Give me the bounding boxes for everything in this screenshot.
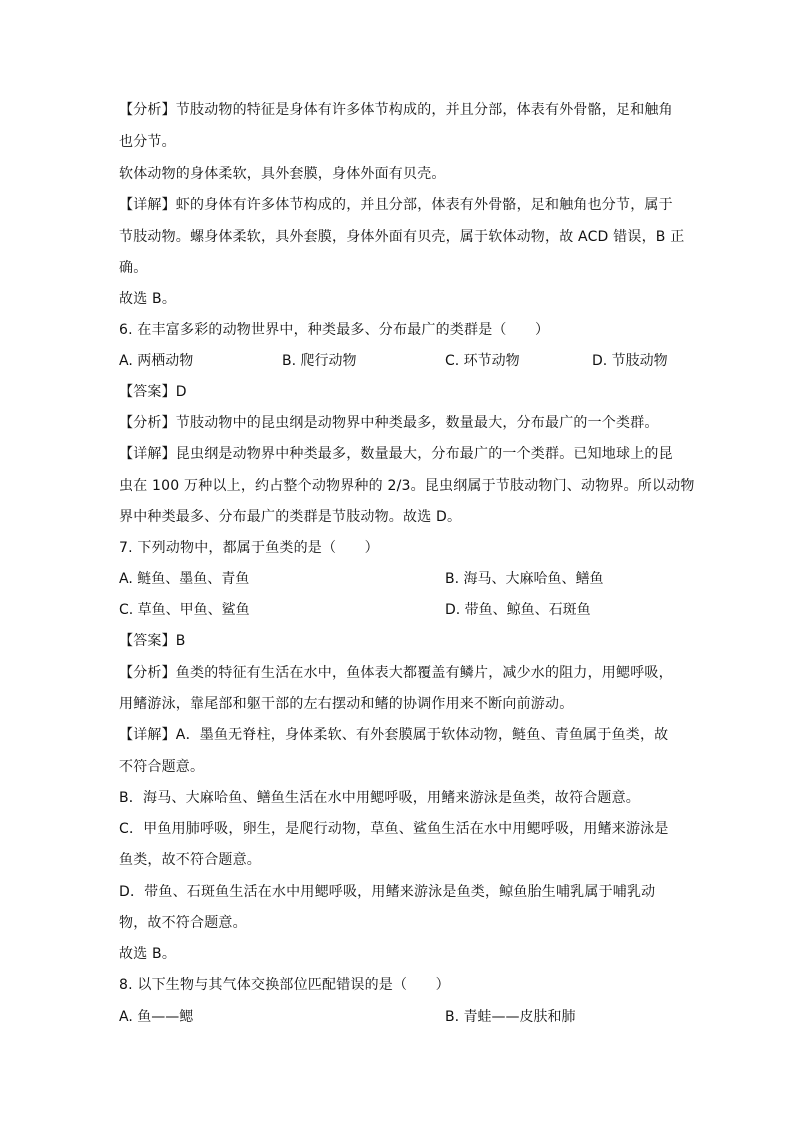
q5-detail-line-1: 【详解】虾的身体有许多体节构成的，并且分部，体表有外骨骼，足和触角也分节，属于	[119, 197, 673, 213]
q6-analysis: 【分析】节肢动物中的昆虫纲是动物界中种类最多，数量最大，分布最广的一个类群。	[119, 415, 659, 431]
q7-detail-a-line-2: 不符合题意。	[119, 759, 205, 775]
q7-conclusion: 故选 B。	[119, 946, 177, 962]
q7-detail-d-line-1: D．带鱼、石斑鱼生活在水中用鳃呼吸，用鳍来游泳是鱼类，鲸鱼胎生哺乳属于哺乳动	[119, 884, 656, 900]
q7-analysis-line-1: 【分析】鱼类的特征有生活在水中，鱼体表大都覆盖有鳞片，减少水的阻力，用鳃呼吸，	[119, 665, 673, 681]
q7-option-c: C. 草鱼、甲鱼、鲨鱼	[119, 602, 250, 618]
q7-detail-a-line-1: 【详解】A．墨鱼无脊柱，身体柔软、有外套膜属于软体动物，鲢鱼、青鱼属于鱼类，故	[119, 727, 669, 743]
q7-option-b: B. 海马、大麻哈鱼、鳝鱼	[445, 571, 604, 587]
q6-detail-line-2: 虫在 100 万种以上，约占整个动物界种的 2/3。昆虫纲属于节肢动物门、动物界。所以动物	[119, 478, 695, 494]
q6-option-b: B. 爬行动物	[282, 353, 357, 369]
q6-answer: 【答案】D	[119, 384, 187, 400]
q5-conclusion: 故选 B。	[119, 291, 177, 307]
q6-option-c: C. 环节动物	[445, 353, 520, 369]
q7-detail-c-line-2: 鱼类，故不符合题意。	[119, 852, 261, 868]
q7-option-a: A. 鲢鱼、墨鱼、青鱼	[119, 571, 250, 587]
q7-answer: 【答案】B	[119, 633, 186, 649]
q6-detail-line-1: 【详解】昆虫纲是动物界中种类最多，数量最大，分布最广的一个类群。已知地球上的昆	[119, 446, 673, 462]
q7-question: 7. 下列动物中，都属于鱼类的是（ ）	[119, 540, 379, 556]
q8-question: 8. 以下生物与其气体交换部位匹配错误的是（ ）	[119, 977, 450, 993]
q6-detail-line-3: 界中种类最多、分布最广的类群是节肢动物。故选 D。	[119, 509, 462, 525]
q6-option-a: A. 两栖动物	[119, 353, 194, 369]
q8-option-b: B. 青蛙——皮肤和肺	[445, 1009, 576, 1025]
q5-analysis-line-2: 也分节。	[119, 134, 176, 150]
q7-detail-c-line-1: C．甲鱼用肺呼吸，卵生，是爬行动物，草鱼、鲨鱼生活在水中用鳃呼吸，用鳍来游泳是	[119, 821, 669, 837]
q6-option-d: D. 节肢动物	[592, 353, 668, 369]
q7-detail-d-line-2: 物，故不符合题意。	[119, 915, 247, 931]
q5-detail-line-3: 确。	[119, 260, 148, 276]
q7-analysis-line-2: 用鳍游泳，靠尾部和躯干部的左右摆动和鳍的协调作用来不断向前游动。	[119, 696, 574, 712]
q5-detail-line-2: 节肢动物。螺身体柔软，具外套膜，身体外面有贝壳，属于软体动物，故 ACD 错误，B 正	[119, 229, 685, 245]
q7-detail-b: B．海马、大麻哈鱼、鳝鱼生活在水中用鳃呼吸，用鳍来游泳是鱼类，故符合题意。	[119, 790, 641, 806]
q7-option-d: D. 带鱼、鲸鱼、石斑鱼	[445, 602, 591, 618]
q5-analysis-line-1: 【分析】节肢动物的特征是身体有许多体节构成的，并且分部，体表有外骨骼，足和触角	[119, 102, 673, 118]
q8-option-a: A. 鱼——鳃	[119, 1009, 194, 1025]
q6-question: 6. 在丰富多彩的动物世界中，种类最多、分布最广的类群是（ ）	[119, 322, 550, 338]
q5-analysis-line-3: 软体动物的身体柔软，具外套膜，身体外面有贝壳。	[119, 166, 446, 182]
